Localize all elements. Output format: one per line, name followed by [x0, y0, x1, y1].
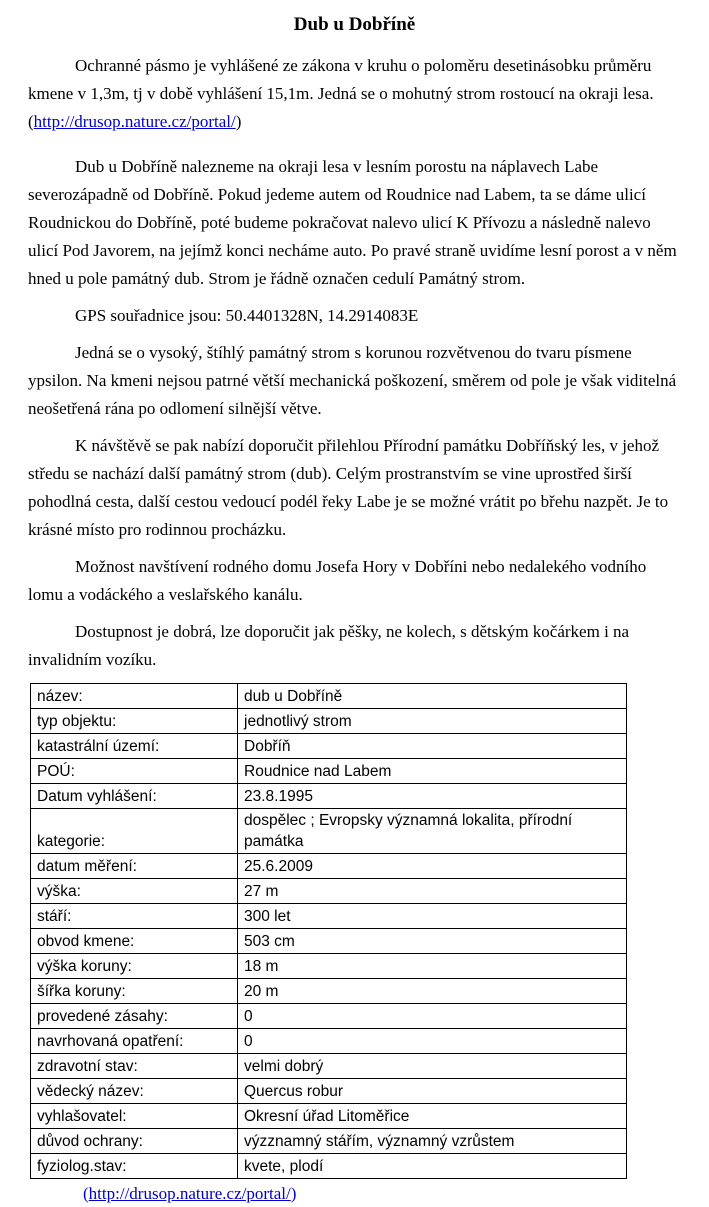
- tree-info-table: [30, 683, 627, 1179]
- row-value: dub u Dobříně: [238, 684, 627, 709]
- row-label: navrhovaná opatření:: [31, 1029, 238, 1054]
- table-row: [31, 1104, 627, 1129]
- table-row: [31, 1004, 627, 1029]
- paragraph-gps-coordinates: GPS souřadnice jsou: 50.4401328N, 14.2914083E: [75, 306, 419, 325]
- paragraph-text: ): [235, 112, 242, 131]
- row-label: typ objektu:: [31, 709, 238, 734]
- row-value: 20 m: [238, 979, 627, 1004]
- table-row: [31, 904, 627, 929]
- table-row: [31, 879, 627, 904]
- footer-link-line: [28, 1181, 681, 1207]
- row-label: stáří:: [31, 904, 238, 929]
- row-value: 18 m: [238, 954, 627, 979]
- paragraph-location-directions: Dub u Dobříně nalezneme na okraji lesa v lesním porostu na náplavech Labe severozápadně od Dobříně. Pokud jedeme autem od Roudnice nad Labem, ta se dáme ulicí Roudnickou do Dobříně, poté budeme pokračovat nalevo ulicí K Přívozu a následně nalevo ulicí Pod Javorem, na jejímž konci necháme auto. Po pravé straně uvidíme lesní porost a v něm hned u pole památný dub. Strom je řádně označen cedulí Památný strom.: [28, 157, 677, 288]
- row-label: katastrální území:: [31, 734, 238, 759]
- footer-paren-open: (: [83, 1184, 89, 1203]
- row-value: Quercus robur: [238, 1079, 627, 1104]
- row-value: 300 let: [238, 904, 627, 929]
- page-title: Dub u Dobříně: [293, 14, 416, 35]
- table-row: [31, 1029, 627, 1054]
- row-label: šířka koruny:: [31, 979, 238, 1004]
- paragraph-josef-hora-house: Možnost navštívení rodného domu Josefa Hory v Dobříni nebo nedalekého vodního lomu a vodáckého a veslařského kanálu.: [28, 557, 647, 604]
- row-label: obvod kmene:: [31, 929, 238, 954]
- row-value: Okresní úřad Litoměřice: [238, 1104, 627, 1129]
- row-value: dospělec ; Evropsky významná lokalita, přírodní památka: [238, 809, 627, 854]
- table-row: [31, 684, 627, 709]
- row-label: výška:: [31, 879, 238, 904]
- footer-portal-link[interactable]: http://drusop.nature.cz/portal/: [88, 1184, 291, 1203]
- paragraph-accessibility: Dostupnost je dobrá, lze doporučit jak pěšky, ne kolech, s dětským kočárkem i na invalidním vozíku.: [28, 622, 630, 669]
- row-label: POÚ:: [31, 759, 238, 784]
- footer-paren-close: ): [290, 1184, 297, 1203]
- paragraph-surroundings: K návštěvě se pak nabízí doporučit přilehlou Přírodní památku Dobříňský les, v jehož středu se nachází další památný strom (dub). Celým prostranstvím se vine uprostřed širší pohodlná cesta, další cestou vedoucí podél řeky Labe je se možné vrátit po břehu nazpět. Je to krásné místo pro rodinnou procházku.: [28, 436, 669, 539]
- row-label: zdravotní stav:: [31, 1054, 238, 1079]
- row-label: vyhlašovatel:: [31, 1104, 238, 1129]
- table-row: [31, 709, 627, 734]
- table-row: [31, 854, 627, 879]
- row-value: jednotlivý strom: [238, 709, 627, 734]
- table-row: [31, 1054, 627, 1079]
- row-label: datum měření:: [31, 854, 238, 879]
- row-label: kategorie:: [31, 809, 238, 854]
- table-row: [31, 809, 627, 854]
- table-row: [31, 1154, 627, 1179]
- row-value: 23.8.1995: [238, 784, 627, 809]
- row-label: důvod ochrany:: [31, 1129, 238, 1154]
- table-row: [31, 1079, 627, 1104]
- paragraph-tree-description: Jedná se o vysoký, štíhlý památný strom s korunou rozvětvenou do tvaru písmene ypsilon. Na kmeni nejsou patrné větší mechanická poškození, směrem od pole je však viditelná neošetřená rána po odlomení silnější větve.: [28, 343, 677, 418]
- row-value: 27 m: [238, 879, 627, 904]
- row-value: kvete, plodí: [238, 1154, 627, 1179]
- row-label: vědecký název:: [31, 1079, 238, 1104]
- row-label: název:: [31, 684, 238, 709]
- row-value: 0: [238, 1029, 627, 1054]
- row-value: Dobříň: [238, 734, 627, 759]
- row-value: 25.6.2009: [238, 854, 627, 879]
- paragraph-protection-zone: [28, 52, 681, 136]
- table-row: [31, 954, 627, 979]
- info-table-body: [31, 684, 627, 1179]
- table-row: [31, 979, 627, 1004]
- table-row: [31, 929, 627, 954]
- paragraph-text: Ochranné pásmo je vyhlášené ze zákona v kruhu o poloměru desetinásobku průměru kmene v 1,3m, tj v době vyhlášení 15,1m. Jedná se o mohutný strom rostoucí na okraji lesa. (: [28, 56, 654, 131]
- table-row: [31, 1129, 627, 1154]
- row-value: výzznamný stářím, významný vzrůstem: [238, 1129, 627, 1154]
- table-row: [31, 734, 627, 759]
- row-value: 503 cm: [238, 929, 627, 954]
- row-value: 0: [238, 1004, 627, 1029]
- row-label: fyziolog.stav:: [31, 1154, 238, 1179]
- table-row: [31, 759, 627, 784]
- row-value: Roudnice nad Labem: [238, 759, 627, 784]
- row-label: výška koruny:: [31, 954, 238, 979]
- row-label: provedené zásahy:: [31, 1004, 238, 1029]
- table-row: [31, 784, 627, 809]
- row-label: Datum vyhlášení:: [31, 784, 238, 809]
- row-value: velmi dobrý: [238, 1054, 627, 1079]
- portal-link[interactable]: http://drusop.nature.cz/portal/: [33, 112, 236, 131]
